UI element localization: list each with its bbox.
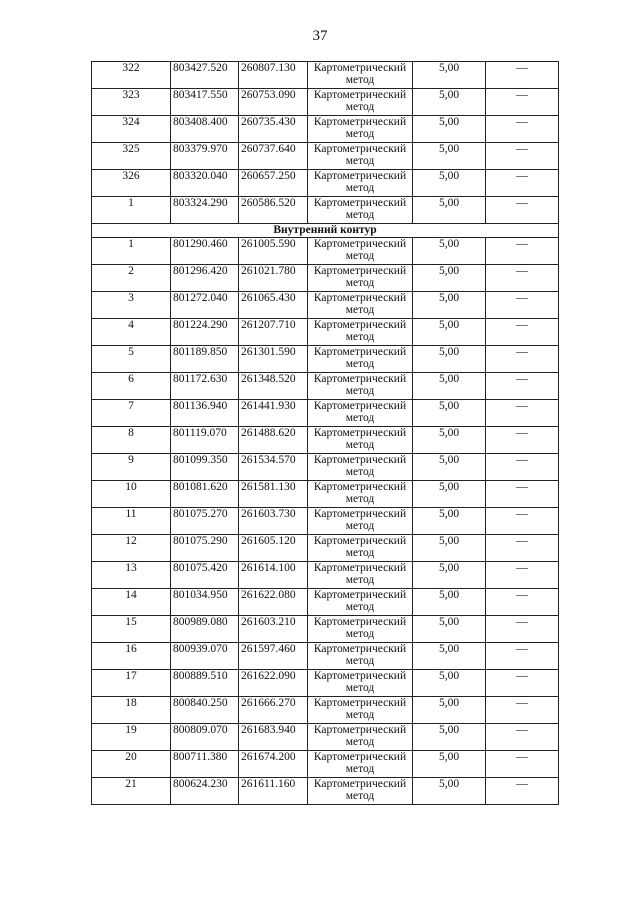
coordinate-x: 803408.400 bbox=[171, 116, 239, 143]
coordinate-x: 800939.070 bbox=[171, 643, 239, 670]
table-row bbox=[92, 62, 559, 89]
note-dash: — bbox=[486, 778, 559, 805]
point-number: 19 bbox=[92, 724, 171, 751]
coordinate-x: 803417.550 bbox=[171, 89, 239, 116]
method-line: метод bbox=[345, 385, 375, 397]
method-line: Картометрический bbox=[313, 400, 407, 412]
table-row bbox=[92, 751, 559, 778]
method-line: метод bbox=[345, 709, 375, 721]
note-dash: — bbox=[486, 292, 559, 319]
note-dash: — bbox=[486, 697, 559, 724]
point-number: 3 bbox=[92, 292, 171, 319]
coordinate-y: 261603.210 bbox=[239, 616, 308, 643]
coordinate-y: 261021.780 bbox=[239, 265, 308, 292]
table-row bbox=[92, 265, 559, 292]
coordinate-x: 801099.350 bbox=[171, 454, 239, 481]
error-value: 5,00 bbox=[413, 62, 486, 89]
note-dash: — bbox=[486, 197, 559, 224]
table-row bbox=[92, 589, 559, 616]
point-number: 5 bbox=[92, 346, 171, 373]
point-number: 326 bbox=[92, 170, 171, 197]
coordinate-x: 800624.230 bbox=[171, 778, 239, 805]
table-row bbox=[92, 116, 559, 143]
method-line: метод bbox=[345, 358, 375, 370]
point-number: 9 bbox=[92, 454, 171, 481]
coordinate-x: 803324.290 bbox=[171, 197, 239, 224]
method-line: метод bbox=[345, 520, 375, 532]
note-dash: — bbox=[486, 373, 559, 400]
error-value: 5,00 bbox=[413, 373, 486, 400]
method-line: Картометрический bbox=[313, 143, 407, 155]
method-line: метод bbox=[345, 763, 375, 775]
method-line: метод bbox=[345, 628, 375, 640]
error-value: 5,00 bbox=[413, 670, 486, 697]
table-row bbox=[92, 454, 559, 481]
note-dash: — bbox=[486, 89, 559, 116]
point-number: 18 bbox=[92, 697, 171, 724]
coordinate-y: 261488.620 bbox=[239, 427, 308, 454]
point-number: 14 bbox=[92, 589, 171, 616]
method-line: метод bbox=[345, 466, 375, 478]
error-value: 5,00 bbox=[413, 319, 486, 346]
method bbox=[308, 62, 413, 89]
method-line: метод bbox=[345, 493, 375, 505]
method-line: Картометрический bbox=[313, 454, 407, 466]
point-number: 8 bbox=[92, 427, 171, 454]
method-line: метод bbox=[345, 736, 375, 748]
table-row bbox=[92, 535, 559, 562]
error-value: 5,00 bbox=[413, 643, 486, 670]
method bbox=[308, 535, 413, 562]
inner-contour-rows bbox=[92, 238, 559, 805]
outer-contour-rows bbox=[92, 62, 559, 224]
coordinate-x: 803427.520 bbox=[171, 62, 239, 89]
error-value: 5,00 bbox=[413, 238, 486, 265]
method-line: Картометрический bbox=[313, 346, 407, 358]
coordinate-y: 260807.130 bbox=[239, 62, 308, 89]
method-line: метод bbox=[345, 101, 375, 113]
point-number: 4 bbox=[92, 319, 171, 346]
method-line: Картометрический bbox=[313, 724, 407, 736]
point-number: 13 bbox=[92, 562, 171, 589]
table-row bbox=[92, 319, 559, 346]
note-dash: — bbox=[486, 427, 559, 454]
coordinate-y: 261614.100 bbox=[239, 562, 308, 589]
table-row bbox=[92, 346, 559, 373]
table-row bbox=[92, 197, 559, 224]
method-line: метод bbox=[345, 682, 375, 694]
method-line: Картометрический bbox=[313, 62, 407, 74]
note-dash: — bbox=[486, 116, 559, 143]
coordinate-y: 261622.080 bbox=[239, 589, 308, 616]
point-number: 21 bbox=[92, 778, 171, 805]
coordinate-y: 261065.430 bbox=[239, 292, 308, 319]
error-value: 5,00 bbox=[413, 346, 486, 373]
point-number: 20 bbox=[92, 751, 171, 778]
method-line: Картометрический bbox=[313, 292, 407, 304]
method-line: метод bbox=[345, 182, 375, 194]
error-value: 5,00 bbox=[413, 116, 486, 143]
method-line: Картометрический bbox=[313, 751, 407, 763]
coordinate-y: 261683.940 bbox=[239, 724, 308, 751]
point-number: 15 bbox=[92, 616, 171, 643]
point-number: 2 bbox=[92, 265, 171, 292]
coordinate-x: 801272.040 bbox=[171, 292, 239, 319]
coordinate-y: 260735.430 bbox=[239, 116, 308, 143]
method bbox=[308, 562, 413, 589]
method-line: Картометрический bbox=[313, 643, 407, 655]
method bbox=[308, 116, 413, 143]
table-row bbox=[92, 400, 559, 427]
coordinate-y: 261207.710 bbox=[239, 319, 308, 346]
point-number: 1 bbox=[92, 197, 171, 224]
point-number: 6 bbox=[92, 373, 171, 400]
table-row bbox=[92, 508, 559, 535]
table-row bbox=[92, 143, 559, 170]
method-line: метод bbox=[345, 439, 375, 451]
coordinate-x: 800711.380 bbox=[171, 751, 239, 778]
note-dash: — bbox=[486, 238, 559, 265]
method bbox=[308, 778, 413, 805]
error-value: 5,00 bbox=[413, 400, 486, 427]
coordinate-x: 801224.290 bbox=[171, 319, 239, 346]
coordinate-y: 261622.090 bbox=[239, 670, 308, 697]
point-number: 322 bbox=[92, 62, 171, 89]
note-dash: — bbox=[486, 508, 559, 535]
method-line: метод bbox=[345, 655, 375, 667]
error-value: 5,00 bbox=[413, 751, 486, 778]
method bbox=[308, 400, 413, 427]
error-value: 5,00 bbox=[413, 197, 486, 224]
error-value: 5,00 bbox=[413, 535, 486, 562]
table-row bbox=[92, 616, 559, 643]
table-row bbox=[92, 373, 559, 400]
method-line: метод bbox=[345, 304, 375, 316]
coordinate-x: 801081.620 bbox=[171, 481, 239, 508]
method-line: Картометрический bbox=[313, 616, 407, 628]
method bbox=[308, 238, 413, 265]
method-line: Картометрический bbox=[313, 197, 407, 209]
method-line: Картометрический bbox=[313, 562, 407, 574]
coordinate-y: 260586.520 bbox=[239, 197, 308, 224]
method bbox=[308, 89, 413, 116]
method-line: метод bbox=[345, 74, 375, 86]
coordinate-y: 261348.520 bbox=[239, 373, 308, 400]
coordinate-y: 261674.200 bbox=[239, 751, 308, 778]
coordinate-y: 261581.130 bbox=[239, 481, 308, 508]
method bbox=[308, 670, 413, 697]
point-number: 324 bbox=[92, 116, 171, 143]
error-value: 5,00 bbox=[413, 170, 486, 197]
error-value: 5,00 bbox=[413, 89, 486, 116]
table-row bbox=[92, 481, 559, 508]
method-line: метод bbox=[345, 790, 375, 802]
error-value: 5,00 bbox=[413, 508, 486, 535]
table-row bbox=[92, 238, 559, 265]
method bbox=[308, 346, 413, 373]
method-line: метод bbox=[345, 331, 375, 343]
error-value: 5,00 bbox=[413, 724, 486, 751]
note-dash: — bbox=[486, 535, 559, 562]
coordinate-x: 801172.630 bbox=[171, 373, 239, 400]
coordinate-x: 801136.940 bbox=[171, 400, 239, 427]
method-line: Картометрический bbox=[313, 116, 407, 128]
coordinate-y: 261597.460 bbox=[239, 643, 308, 670]
coordinates-table bbox=[91, 61, 559, 805]
note-dash: — bbox=[486, 670, 559, 697]
method-line: Картометрический bbox=[313, 170, 407, 182]
method bbox=[308, 481, 413, 508]
method bbox=[308, 373, 413, 400]
note-dash: — bbox=[486, 265, 559, 292]
method-line: Картометрический bbox=[313, 589, 407, 601]
method bbox=[308, 643, 413, 670]
method bbox=[308, 197, 413, 224]
coordinate-x: 800840.250 bbox=[171, 697, 239, 724]
table-row bbox=[92, 89, 559, 116]
method bbox=[308, 319, 413, 346]
coordinate-x: 801290.460 bbox=[171, 238, 239, 265]
table-row bbox=[92, 427, 559, 454]
note-dash: — bbox=[486, 562, 559, 589]
coordinate-y: 261534.570 bbox=[239, 454, 308, 481]
error-value: 5,00 bbox=[413, 427, 486, 454]
method-line: метод bbox=[345, 574, 375, 586]
method-line: метод bbox=[345, 601, 375, 613]
note-dash: — bbox=[486, 643, 559, 670]
coordinate-x: 801075.420 bbox=[171, 562, 239, 589]
coordinate-x: 801034.950 bbox=[171, 589, 239, 616]
method-line: Картометрический bbox=[313, 508, 407, 520]
coordinate-x: 800809.070 bbox=[171, 724, 239, 751]
coordinate-x: 801189.850 bbox=[171, 346, 239, 373]
table-row bbox=[92, 643, 559, 670]
method-line: Картометрический bbox=[313, 89, 407, 101]
method bbox=[308, 508, 413, 535]
coordinate-x: 803379.970 bbox=[171, 143, 239, 170]
method-line: метод bbox=[345, 155, 375, 167]
error-value: 5,00 bbox=[413, 481, 486, 508]
note-dash: — bbox=[486, 616, 559, 643]
method-line: Картометрический bbox=[313, 238, 407, 250]
method bbox=[308, 616, 413, 643]
error-value: 5,00 bbox=[413, 265, 486, 292]
method-line: Картометрический bbox=[313, 778, 407, 790]
method bbox=[308, 724, 413, 751]
coordinate-x: 801075.290 bbox=[171, 535, 239, 562]
coordinate-x: 801075.270 bbox=[171, 508, 239, 535]
method bbox=[308, 292, 413, 319]
table-row bbox=[92, 697, 559, 724]
point-number: 17 bbox=[92, 670, 171, 697]
error-value: 5,00 bbox=[413, 143, 486, 170]
coordinate-x: 801119.070 bbox=[171, 427, 239, 454]
method-line: метод bbox=[345, 547, 375, 559]
method bbox=[308, 170, 413, 197]
point-number: 12 bbox=[92, 535, 171, 562]
method-line: метод bbox=[345, 209, 375, 221]
method-line: метод bbox=[345, 128, 375, 140]
table-row bbox=[92, 170, 559, 197]
method-line: метод bbox=[345, 412, 375, 424]
table-row bbox=[92, 562, 559, 589]
error-value: 5,00 bbox=[413, 454, 486, 481]
table-row bbox=[92, 778, 559, 805]
coordinate-y: 260737.640 bbox=[239, 143, 308, 170]
method-line: Картометрический bbox=[313, 535, 407, 547]
point-number: 16 bbox=[92, 643, 171, 670]
point-number: 325 bbox=[92, 143, 171, 170]
error-value: 5,00 bbox=[413, 778, 486, 805]
point-number: 323 bbox=[92, 89, 171, 116]
coordinate-y: 261441.930 bbox=[239, 400, 308, 427]
point-number: 10 bbox=[92, 481, 171, 508]
table-row bbox=[92, 292, 559, 319]
note-dash: — bbox=[486, 589, 559, 616]
method bbox=[308, 454, 413, 481]
method bbox=[308, 697, 413, 724]
error-value: 5,00 bbox=[413, 697, 486, 724]
note-dash: — bbox=[486, 481, 559, 508]
coordinate-y: 261301.590 bbox=[239, 346, 308, 373]
method bbox=[308, 143, 413, 170]
note-dash: — bbox=[486, 400, 559, 427]
coordinate-y: 261605.120 bbox=[239, 535, 308, 562]
method bbox=[308, 427, 413, 454]
method-line: Картометрический bbox=[313, 670, 407, 682]
page-number: 37 bbox=[312, 28, 328, 44]
section-title: Внутренний контур bbox=[92, 224, 559, 238]
note-dash: — bbox=[486, 346, 559, 373]
method-line: Картометрический bbox=[313, 481, 407, 493]
coordinate-x: 803320.040 bbox=[171, 170, 239, 197]
coordinate-y: 260657.250 bbox=[239, 170, 308, 197]
point-number: 7 bbox=[92, 400, 171, 427]
method-line: Картометрический bbox=[313, 427, 407, 439]
method-line: Картометрический bbox=[313, 697, 407, 709]
section-header-group bbox=[92, 224, 559, 238]
coordinate-y: 261005.590 bbox=[239, 238, 308, 265]
coordinate-y: 260753.090 bbox=[239, 89, 308, 116]
point-number: 1 bbox=[92, 238, 171, 265]
method bbox=[308, 751, 413, 778]
note-dash: — bbox=[486, 454, 559, 481]
table-row bbox=[92, 724, 559, 751]
method-line: Картометрический bbox=[313, 373, 407, 385]
note-dash: — bbox=[486, 751, 559, 778]
error-value: 5,00 bbox=[413, 589, 486, 616]
method-line: Картометрический bbox=[313, 319, 407, 331]
method bbox=[308, 589, 413, 616]
error-value: 5,00 bbox=[413, 292, 486, 319]
table-row bbox=[92, 670, 559, 697]
coordinate-y: 261603.730 bbox=[239, 508, 308, 535]
coordinate-x: 801296.420 bbox=[171, 265, 239, 292]
method bbox=[308, 265, 413, 292]
note-dash: — bbox=[486, 143, 559, 170]
point-number: 11 bbox=[92, 508, 171, 535]
method-line: метод bbox=[345, 277, 375, 289]
method-line: метод bbox=[345, 250, 375, 262]
coordinate-y: 261611.160 bbox=[239, 778, 308, 805]
error-value: 5,00 bbox=[413, 562, 486, 589]
method-line: Картометрический bbox=[313, 265, 407, 277]
coordinate-x: 800989.080 bbox=[171, 616, 239, 643]
section-header-row bbox=[92, 224, 559, 238]
coordinate-y: 261666.270 bbox=[239, 697, 308, 724]
coordinate-x: 800889.510 bbox=[171, 670, 239, 697]
note-dash: — bbox=[486, 724, 559, 751]
error-value: 5,00 bbox=[413, 616, 486, 643]
note-dash: — bbox=[486, 170, 559, 197]
note-dash: — bbox=[486, 62, 559, 89]
note-dash: — bbox=[486, 319, 559, 346]
